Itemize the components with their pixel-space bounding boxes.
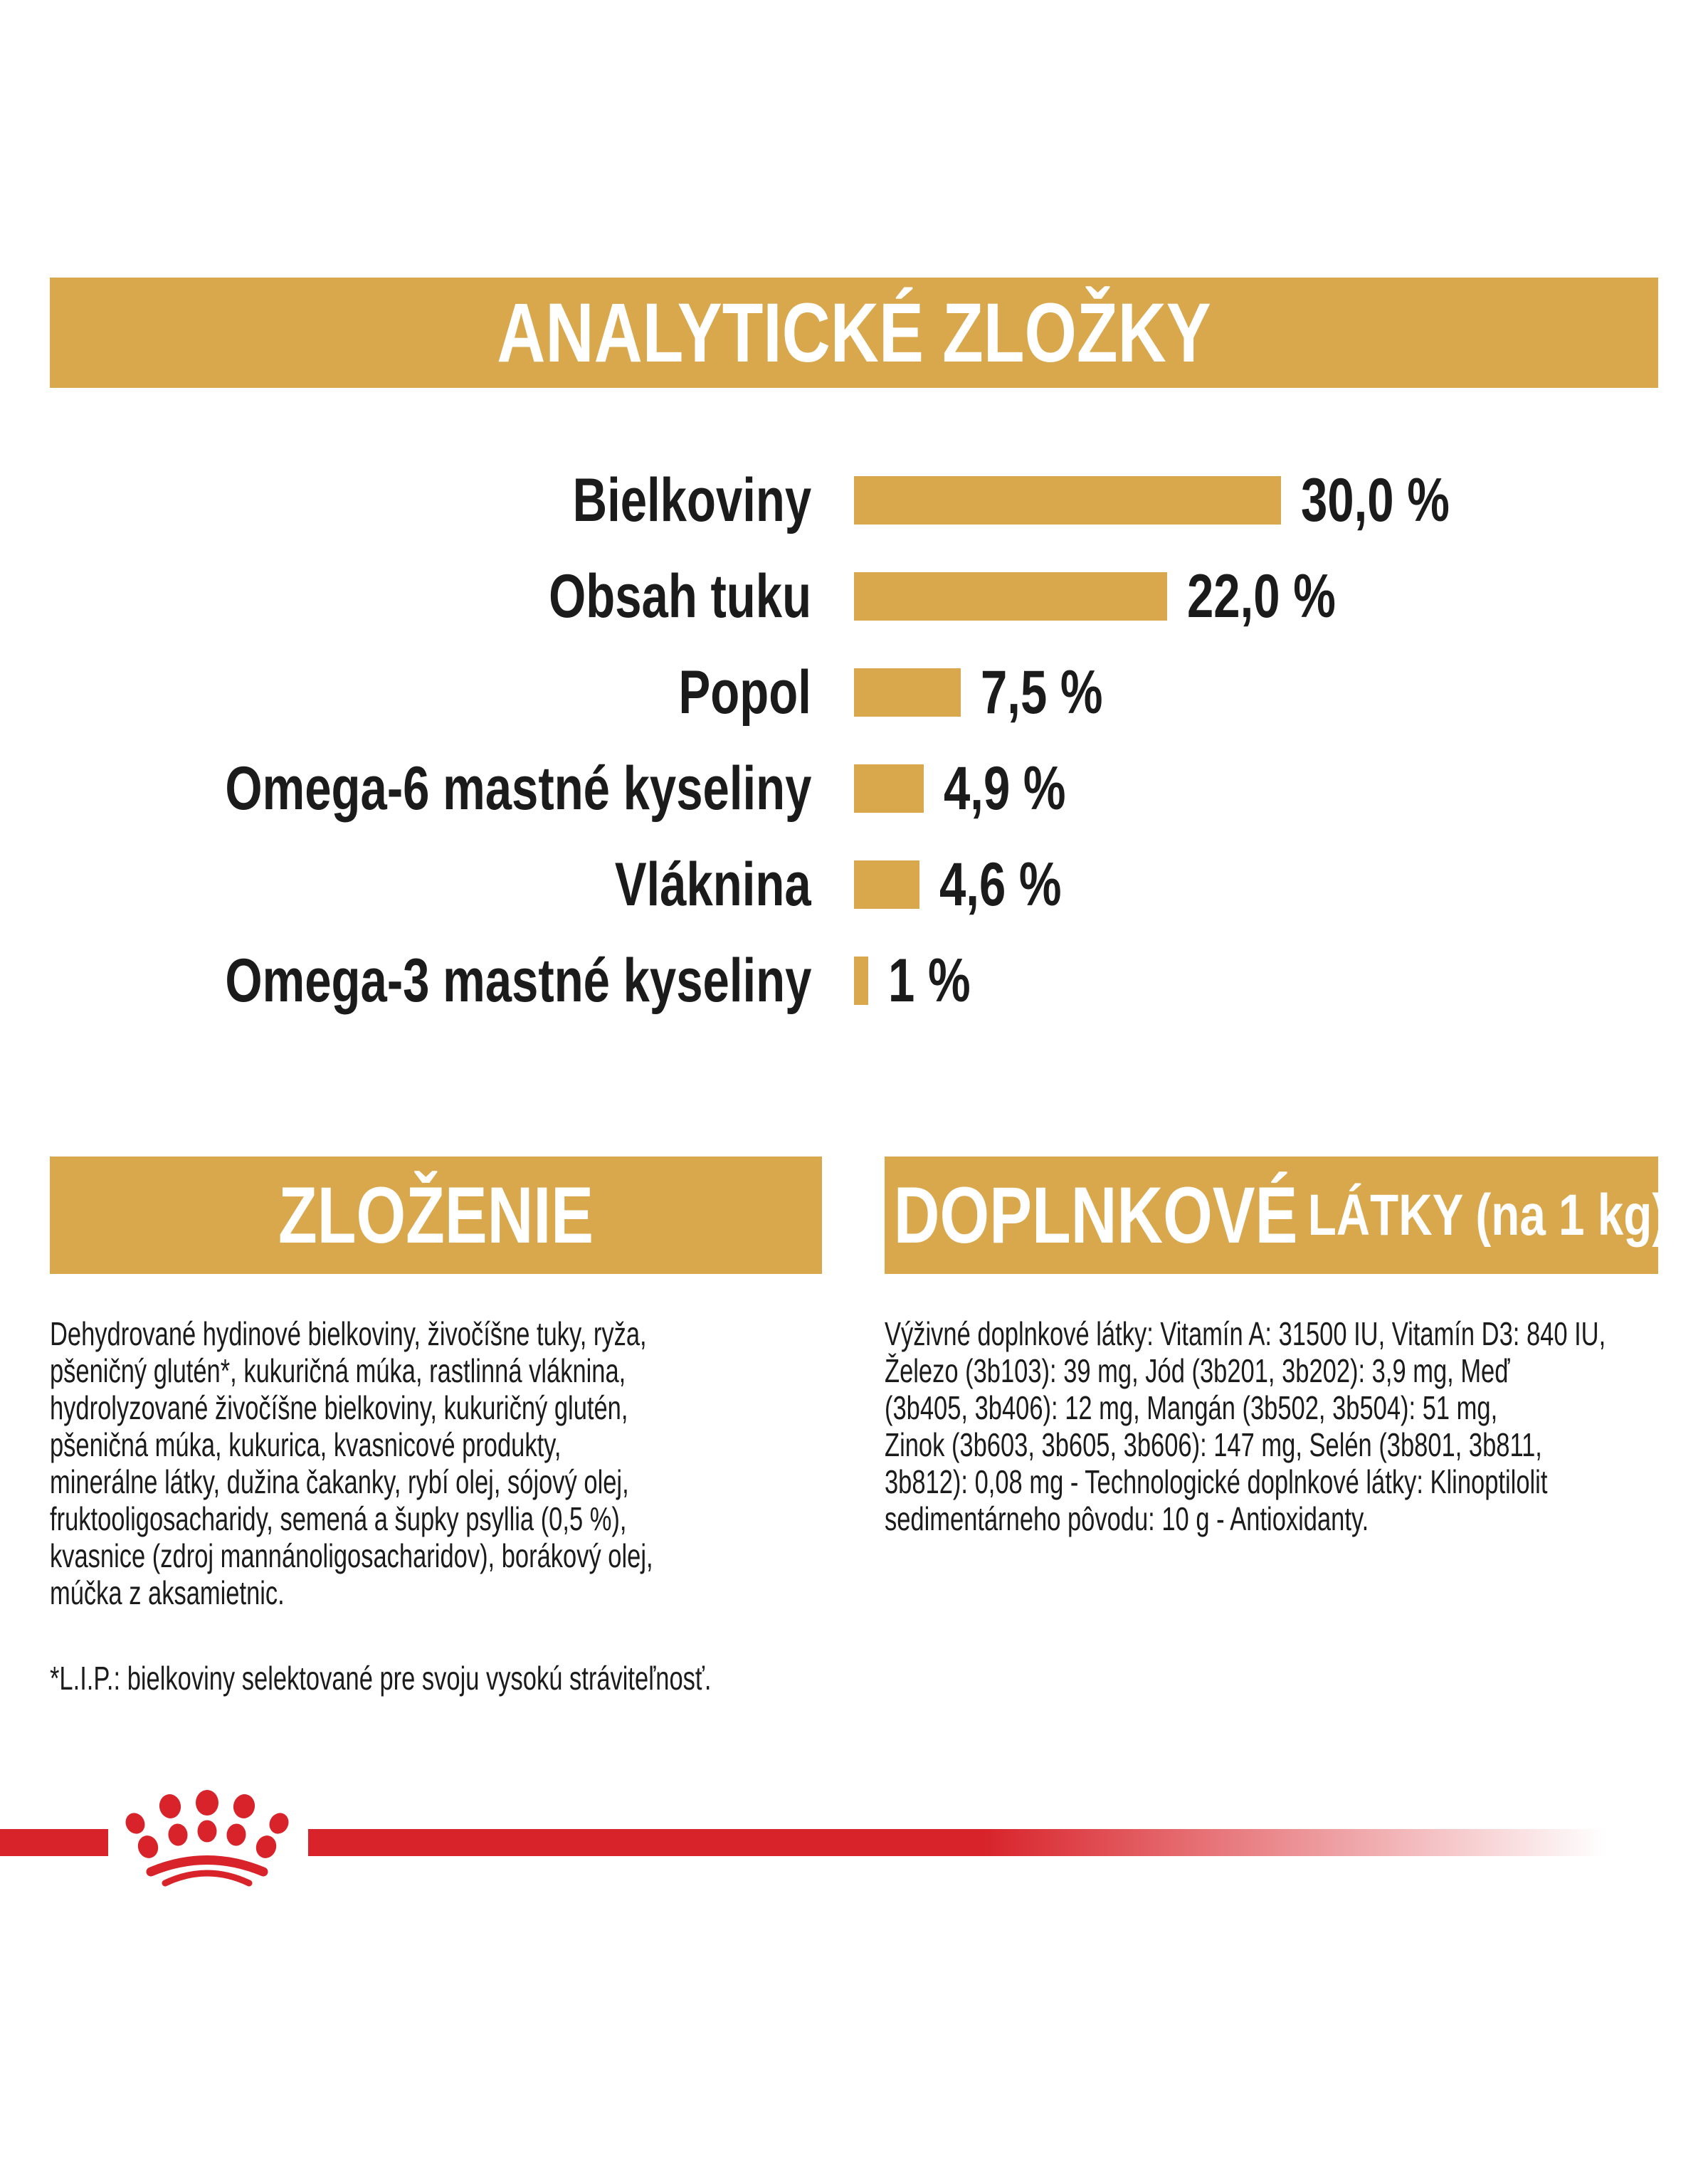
chart-category-label: Omega-3 mastné kyseliny <box>225 947 811 1015</box>
chart-row <box>0 837 1708 932</box>
composition-line: minerálne látky, dužina čakanky, rybí olej, sójový olej, <box>50 1463 629 1500</box>
analytics-header-bar <box>50 278 1658 388</box>
additives-line: (3b405, 3b406): 12 mg, Mangán (3b502, 3b504): 51 mg, <box>885 1389 1498 1426</box>
chart-bar <box>854 572 1167 621</box>
chart-row <box>0 549 1708 644</box>
chart-category-label: Popol <box>678 658 811 727</box>
additives-line: Zinok (3b603, 3b605, 3b606): 147 mg, Selén (3b801, 3b811, <box>885 1426 1542 1463</box>
composition-text <box>50 1315 854 1611</box>
chart-row <box>0 741 1708 836</box>
additives-line: Výživné doplnkové látky: Vitamín A: 31500 IU, Vitamín D3: 840 IU, <box>885 1315 1606 1352</box>
composition-line: fruktooligosacharidy, semená a šupky psyllia (0,5 %), <box>50 1500 627 1537</box>
chart-category-label: Bielkoviny <box>572 466 811 534</box>
chart-value-label: 7,5 % <box>981 658 1103 727</box>
chart-bar <box>854 476 1281 525</box>
chart-bar <box>854 764 924 813</box>
chart-value-label: 30,0 % <box>1301 466 1450 534</box>
brand-strip-left <box>0 1829 108 1856</box>
chart-category-label: Omega-6 mastné kyseliny <box>225 754 811 823</box>
composition-line: kvasnice (zdroj mannánoligosacharidov), borákový olej, <box>50 1537 653 1574</box>
chart-bar <box>854 957 868 1005</box>
chart-value-label: 4,9 % <box>944 754 1066 823</box>
additives-line: sedimentárneho pôvodu: 10 g - Antioxidanty. <box>885 1500 1369 1537</box>
composition-line: Dehydrované hydinové bielkoviny, živočíšne tuky, ryža, <box>50 1315 647 1352</box>
chart-category-label: Vláknina <box>615 850 811 919</box>
composition-line: pšeničný glutén*, kukuričná múka, rastlinná vláknina, <box>50 1352 626 1389</box>
composition-header-title: ZLOŽENIE <box>278 1171 594 1260</box>
additives-text <box>885 1315 1708 1537</box>
chart-bar <box>854 668 961 717</box>
composition-header-bar <box>50 1157 822 1274</box>
chart-category-label: Obsah tuku <box>549 562 811 631</box>
additives-header-bar <box>885 1157 1668 1274</box>
brand-strip-right-gradient <box>308 1829 1606 1856</box>
chart-value-label: 22,0 % <box>1187 562 1336 631</box>
chart-row <box>0 645 1708 740</box>
chart-bar <box>854 860 919 909</box>
additives-title-sub: LÁTKY (na 1 kg) <box>1307 1182 1668 1248</box>
chart-row <box>0 933 1708 1028</box>
composition-line: múčka z aksamietnic. <box>50 1574 285 1611</box>
additives-title-main: DOPLNKOVÉ <box>893 1171 1298 1260</box>
chart-row <box>0 453 1708 548</box>
composition-line: hydrolyzované živočíšne bielkoviny, kukuričný glutén, <box>50 1389 628 1426</box>
chart-value-label: 4,6 % <box>939 850 1062 919</box>
additives-header-title <box>885 1157 1668 1274</box>
additives-line: 3b812): 0,08 mg - Technologické doplnkové látky: Klinoptilolit <box>885 1463 1548 1500</box>
chart-value-label: 1 % <box>888 947 971 1015</box>
analytics-header-title: ANALYTICKÉ ZLOŽKY <box>497 285 1211 380</box>
composition-line: pšeničná múka, kukurica, kvasnicové produkty, <box>50 1426 562 1463</box>
lip-footnote: *L.I.P.: bielkoviny selektované pre svoju vysokú stráviteľnosť. <box>50 1660 712 1697</box>
royal-canin-crown-logo <box>118 1779 292 1892</box>
additives-line: Železo (3b103): 39 mg, Jód (3b201, 3b202): 3,9 mg, Meď <box>885 1352 1510 1389</box>
